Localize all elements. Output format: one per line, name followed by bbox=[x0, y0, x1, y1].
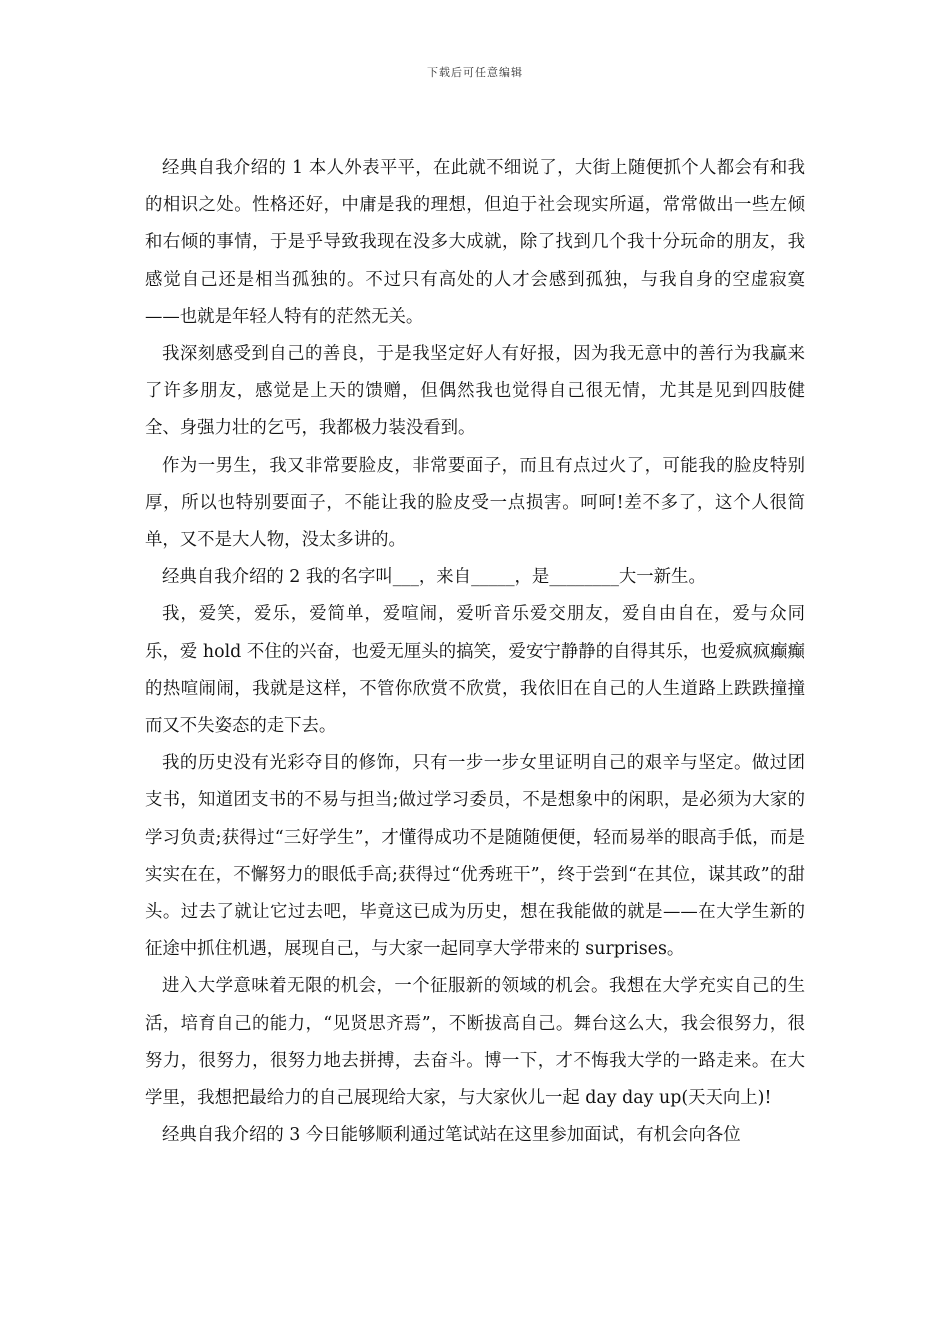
paragraph-history: 我的历史没有光彩夺目的修饰，只有一步一步女里证明自己的艰辛与坚定。做过团支书，知道团支书的不易与担当;做过学习委员，不是想象中的闲职，是必须为大家的学习负责;获得过“三好学生”，才懂得成功不是随随便便，轻而易举的眼高手低，而是实实在在，不懈努力的眼低手高;获得过“优秀班干”，终于尝到“在其位，谋其政”的甜头。过去了就让它过去吧，毕竟这已成为历史，想在我能做的就是——在大学生新的征途中抓住机遇，展现自己，与大家一起同享大学带来的 surprises。 bbox=[145, 753, 805, 960]
paragraph-face: 作为一男生，我又非常要脸皮，非常要面子，而且有点过火了，可能我的脸皮特别厚，所以也特别要面子，不能让我的脸皮受一点损害。呵呵!差不多了，这个人很简单，又不是大人物，没太多讲的。 bbox=[145, 455, 805, 551]
paragraph-loves: 我，爱笑，爱乐，爱简单，爱喧闹，爱听音乐爱交朋友，爱自由自在，爱与众同乐，爱 hold 不住的兴奋，也爱无厘头的搞笑，爱安宁静静的自得其乐，也爱疯疯癫癫的热喧闹闹，我就是这样，不管你欣赏不欣赏，我依旧在自己的人生道路上跌跌撞撞而又不失姿态的走下去。 bbox=[145, 604, 805, 737]
paragraph-intro-1: 经典自我介绍的 1 本人外表平平，在此就不细说了，大街上随便抓个人都会有和我的相识之处。性格还好，中庸是我的理想，但迫于社会现实所逼，常常做出一些左倾和右倾的事情，于是乎导致我现在没多大成就，除了找到几个我十分玩命的朋友，我感觉自己还是相当孤独的。不过只有高处的人才会感到孤独，与我自身的空虚寂寞——也就是年轻人特有的茫然无关。 bbox=[145, 158, 805, 327]
paragraph-university: 进入大学意味着无限的机会，一个征服新的领域的机会。我想在大学充实自己的生活，培育自己的能力，“见贤思齐焉”，不断拔高自己。舞台这么大，我会很努力，很努力，很努力，很努力地去拼搏，去奋斗。博一下，才不悔我大学的一路走来。在大学里，我想把最给力的自己展现给大家，与大家伙儿一起 day day up(天天向上)! bbox=[145, 976, 805, 1109]
paragraph-kindness: 我深刻感受到自己的善良，于是我坚定好人有好报，因为我无意中的善行为我赢来了许多朋友，感觉是上天的馈赠，但偶然我也觉得自己很无情，尤其是见到四肢健全、身强力壮的乞丐，我都极力装没看到。 bbox=[145, 344, 805, 439]
paragraph-intro-2: 经典自我介绍的 2 我的名字叫___，来自_____，是________大一新生。 bbox=[162, 567, 706, 588]
paragraph-intro-3: 经典自我介绍的 3 今日能够顺利通过笔试站在这里参加面试，有机会向各位 bbox=[162, 1125, 741, 1146]
page-header: 下载后可任意编辑 bbox=[427, 66, 523, 79]
document-body bbox=[145, 150, 805, 1154]
